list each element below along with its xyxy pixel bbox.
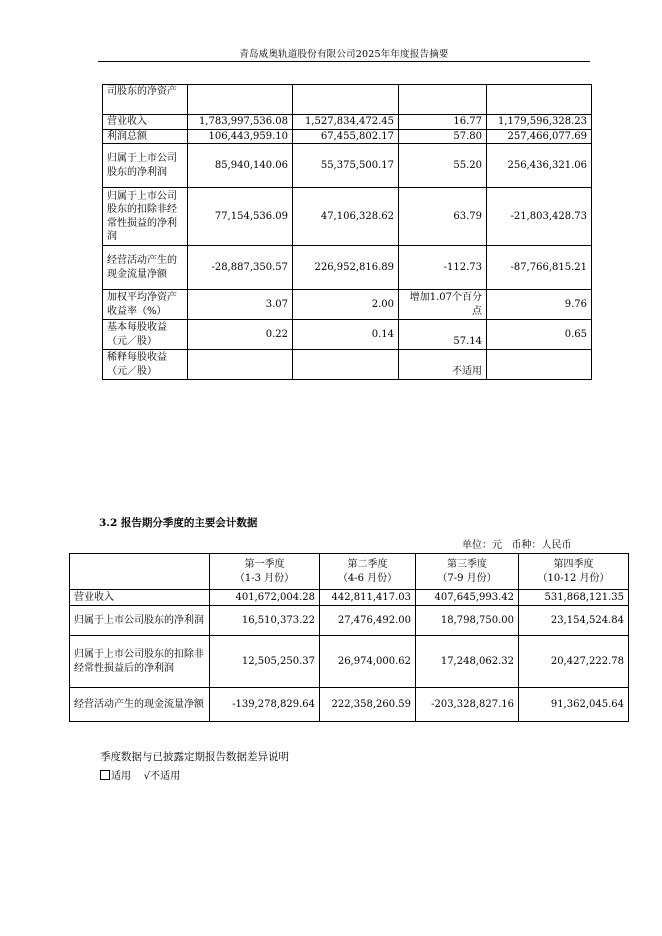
difference-note-options [100,767,180,782]
cell-value: 442,811,417.03 [320,590,416,606]
row-label: 营业收入 [103,115,188,130]
cell-value: 2.00 [293,290,399,320]
row-label: 归属于上市公司股东的净利润 [103,144,188,188]
cell-value: 23,154,524.84 [519,606,629,636]
cell-value: 57.80 [399,129,487,144]
cell-value: 0.65 [487,320,592,350]
cell-value: -87,766,815.21 [487,246,592,290]
cell-value: 401,672,004.28 [210,590,320,606]
column-header: 第三季度 （7-9 月份） [416,554,519,590]
cell-value: 1,783,997,536.08 [188,115,293,130]
table-row [103,115,592,130]
cell-value: 不适用 [399,350,487,380]
cell-value: 63.79 [399,188,487,246]
table-row [103,144,592,188]
cell-value: 407,645,993.42 [416,590,519,606]
section-title: 3.2 报告期分季度的主要会计数据 [99,517,258,529]
cell-value: -28,887,350.57 [188,246,293,290]
cell-value: 3.07 [188,290,293,320]
cell-value: 0.14 [293,320,399,350]
table-row [70,590,629,606]
row-label: 稀释每股收益（元／股） [103,350,188,380]
cell-value: 55,375,500.17 [293,144,399,188]
column-header: 第二季度 （4-6 月份） [320,554,416,590]
cell-value: 27,476,492.00 [320,606,416,636]
cell-value: 85,940,140.06 [188,144,293,188]
cell-value: 26,974,000.62 [320,636,416,688]
cell-value: 12,505,250.37 [210,636,320,688]
cell-value: 226,952,816.89 [293,246,399,290]
cell-value: 0.22 [188,320,293,350]
unit-currency-note: 单位：元 币种：人民币 [462,540,572,551]
table-row [70,606,629,636]
table-header-row [70,554,629,590]
cell-value: 17,248,062.32 [416,636,519,688]
cell-value: -139,278,829.64 [210,688,320,722]
cell-value: 531,868,121.35 [519,590,629,606]
checkmark-icon: √ [143,771,151,782]
cell-value: 1,527,834,472.45 [293,115,399,130]
table-row [103,85,592,115]
cell-value: 47,106,328.62 [293,188,399,246]
column-header: 第四季度 （10-12 月份） [519,554,629,590]
row-label: 经营活动产生的现金流量净额 [70,688,210,722]
row-label: 归属于上市公司股东的扣除非经常性损益的净利润 [103,188,188,246]
cell-value: -112.73 [399,246,487,290]
row-label: 司股东的净资产 [103,85,188,115]
row-label: 基本每股收益（元／股） [103,320,188,350]
table-row [103,320,592,350]
unchecked-box-icon [100,770,110,780]
cell-value: 55.20 [399,144,487,188]
cell-value: 增加1.07个百分点 [399,290,487,320]
table-row [103,188,592,246]
difference-note-title: 季度数据与已披露定期报告数据差异说明 [100,751,289,763]
row-label: 经营活动产生的现金流量净额 [103,246,188,290]
cell-value: -203,328,827.16 [416,688,519,722]
cell-value: 222,358,260.59 [320,688,416,722]
row-label: 归属于上市公司股东的净利润 [70,606,210,636]
header-divider [98,61,590,62]
cell-value: 16,510,373.22 [210,606,320,636]
table-row [103,290,592,320]
row-label: 归属于上市公司股东的扣除非经常性损益后的净利润 [70,636,210,688]
cell-value: 257,466,077.69 [487,129,592,144]
annual-financial-table [102,84,592,380]
page-header: 青岛威奥轨道股份有限公司2025年年度报告摘要 [239,49,449,60]
cell-value: 18,798,750.00 [416,606,519,636]
cell-value: 106,443,959.10 [188,129,293,144]
column-header: 第一季度 （1-3 月份） [210,554,320,590]
option-applicable-label: 适用 [111,771,131,782]
quarterly-data-table [69,553,629,722]
cell-value: 256,436,321.06 [487,144,592,188]
table-row [103,246,592,290]
row-label: 营业收入 [70,590,210,606]
table-row [70,636,629,688]
cell-value: 1,179,596,328.23 [487,115,592,130]
cell-value: 77,154,536.09 [188,188,293,246]
cell-value: 9.76 [487,290,592,320]
cell-value: -21,803,428.73 [487,188,592,246]
cell-value: 16.77 [399,115,487,130]
option-not-applicable-label: 不适用 [150,771,181,782]
table-row [103,129,592,144]
cell-value: 20,427,222.78 [519,636,629,688]
table-row [103,350,592,380]
cell-value: 67,455,802.17 [293,129,399,144]
row-label: 利润总额 [103,129,188,144]
cell-value: 91,362,045.64 [519,688,629,722]
row-label: 加权平均净资产收益率（%） [103,290,188,320]
table-row [70,688,629,722]
cell-value: 57.14 [399,320,487,350]
